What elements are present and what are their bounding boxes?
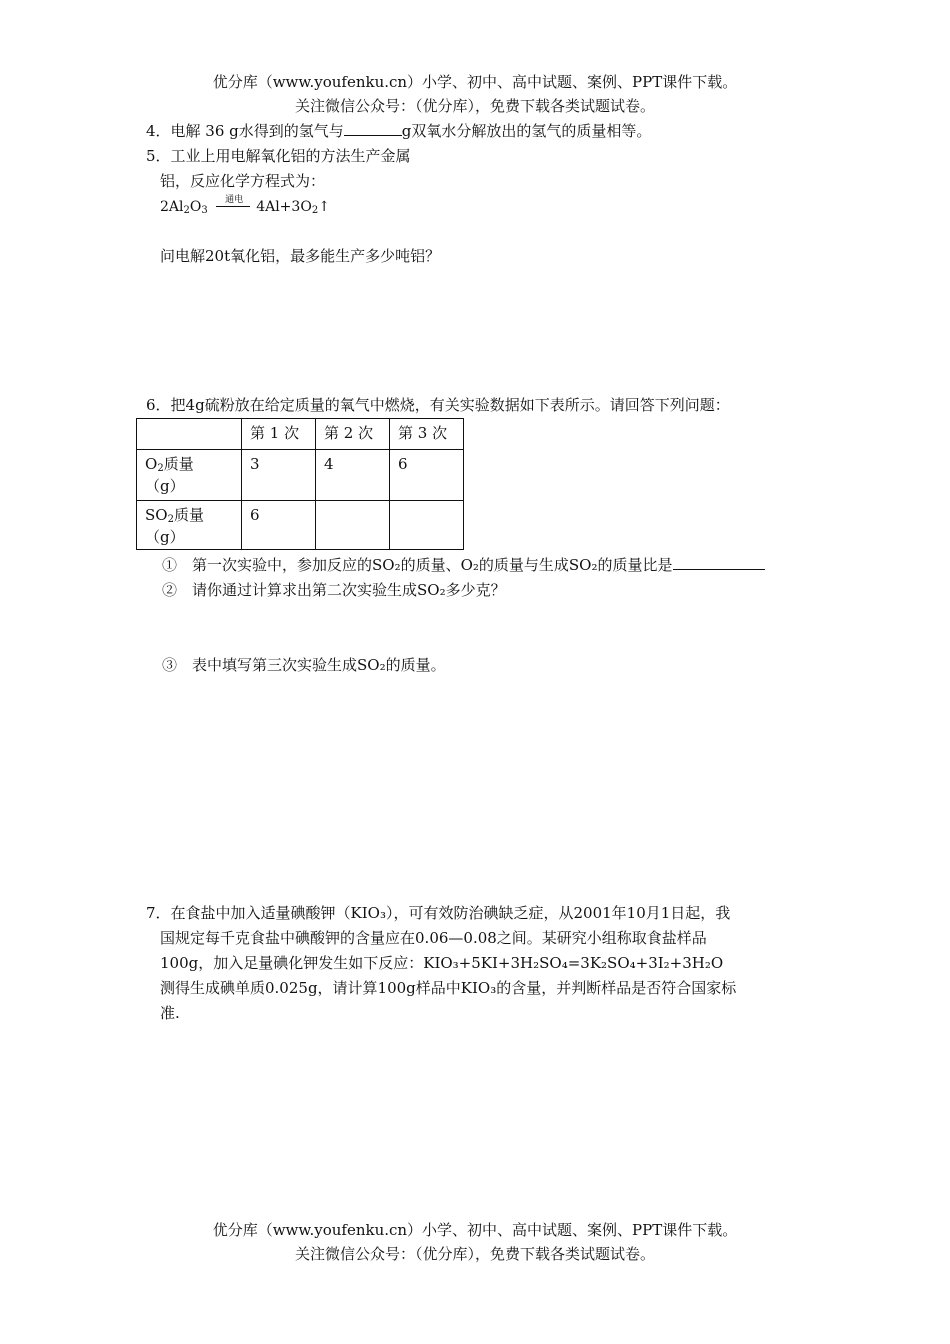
question-5-line-1: 5．工业上用电解氧化铝的方法生产金属 [146,147,411,165]
table-row [137,501,464,550]
footer-line-1: 优分库（www.youfenku.cn）小学、初中、高中试题、案例、PPT课件下载。 [212,1221,738,1239]
equation-reactant-oxygen: O [189,199,202,215]
equation-condition-arrow [214,195,254,215]
table-cell: 3 [242,450,316,501]
table-header-cell [137,419,242,450]
label-text: 质量 [163,455,194,473]
experiment-data-table [136,418,464,550]
table-row-label [137,501,242,550]
question-6-sub-1-text: ① 第一次实验中，参加反应的SO₂的质量、O₂的质量与生成SO₂的质量比是 [162,556,673,574]
table-header-row [137,419,464,450]
table-header-cell: 第 2 次 [316,419,390,450]
equation-subscript: 2 [311,205,319,216]
label-unit: （g） [145,528,185,546]
header-line-2: 关注微信公众号：（优分库），免费下载各类试题试卷。 [294,97,655,115]
equation-reactant: 2Al [160,199,184,215]
table-cell: 6 [390,450,464,501]
question-7-line-2: 国规定每千克食盐中碘酸钾的含量应在0.06—0.08之间。某研究小组称取食盐样品 [160,929,707,947]
question-6-intro: 6．把4g硫粉放在给定质量的氧气中燃烧，有关实验数据如下表所示。请回答下列问题： [146,396,730,414]
table-header-cell: 第 1 次 [242,419,316,450]
label-text: 质量 [173,506,204,524]
question-5-question: 问电解20t氧化铝，最多能生产多少吨铝？ [160,247,441,265]
question-4-text-pre: 4．电解 36 g水得到的氢气与 [146,122,344,140]
question-6-sub-2: ② 请你通过计算求出第二次实验生成SO₂多少克？ [162,581,506,599]
table-row [137,450,464,501]
label-text: SO [145,506,168,524]
label-unit: （g） [145,477,185,495]
label-text: O [145,455,158,473]
equation-subscript: 2 [183,205,190,216]
table-header-cell: 第 3 次 [390,419,464,450]
table-cell [316,501,390,550]
table-cell: 6 [242,501,316,550]
question-4-answer-blank [344,121,402,136]
gas-arrow-icon: ↑ [318,199,330,215]
question-6-sub-1 [162,555,765,575]
question-5-line-2: 铝，反应化学方程式为： [160,172,326,190]
table-row-label [137,450,242,501]
question-6-answer-blank [673,555,765,570]
question-7-line-3: 100g，加入足量碘化钾发生如下反应：KIO₃+5KI+3H₂SO₄=3K₂SO₄+3I₂+3H₂O [160,954,724,972]
question-7-line-1: 7．在食盐中加入适量碘酸钾（KIO₃），可有效防治碘缺乏症，从2001年10月1日起，我 [146,904,731,922]
label-subscript: 2 [167,514,174,525]
question-4-text-post: g双氧水分解放出的氢气的质量相等。 [401,122,652,140]
header-line-1: 优分库（www.youfenku.cn）小学、初中、高中试题、案例、PPT课件下载。 [212,73,738,91]
label-subscript: 2 [157,463,164,474]
question-7-line-5: 准. [160,1004,180,1022]
equation-subscript: 3 [201,205,208,216]
question-5-equation [160,197,330,217]
equation-condition-label: 通电 [225,195,244,205]
table-cell [390,501,464,550]
equation-products: 4Al+3O [256,199,312,215]
question-7-line-4: 测得生成碘单质0.025g，请计算100g样品中KIO₃的含量，并判断样品是否符合国家标 [160,979,737,997]
footer-line-2: 关注微信公众号：（优分库），免费下载各类试题试卷。 [294,1245,655,1263]
equation-bar [216,206,250,207]
table-cell: 4 [316,450,390,501]
question-4 [146,121,651,141]
question-6-sub-3: ③ 表中填写第三次实验生成SO₂的质量。 [162,656,446,674]
